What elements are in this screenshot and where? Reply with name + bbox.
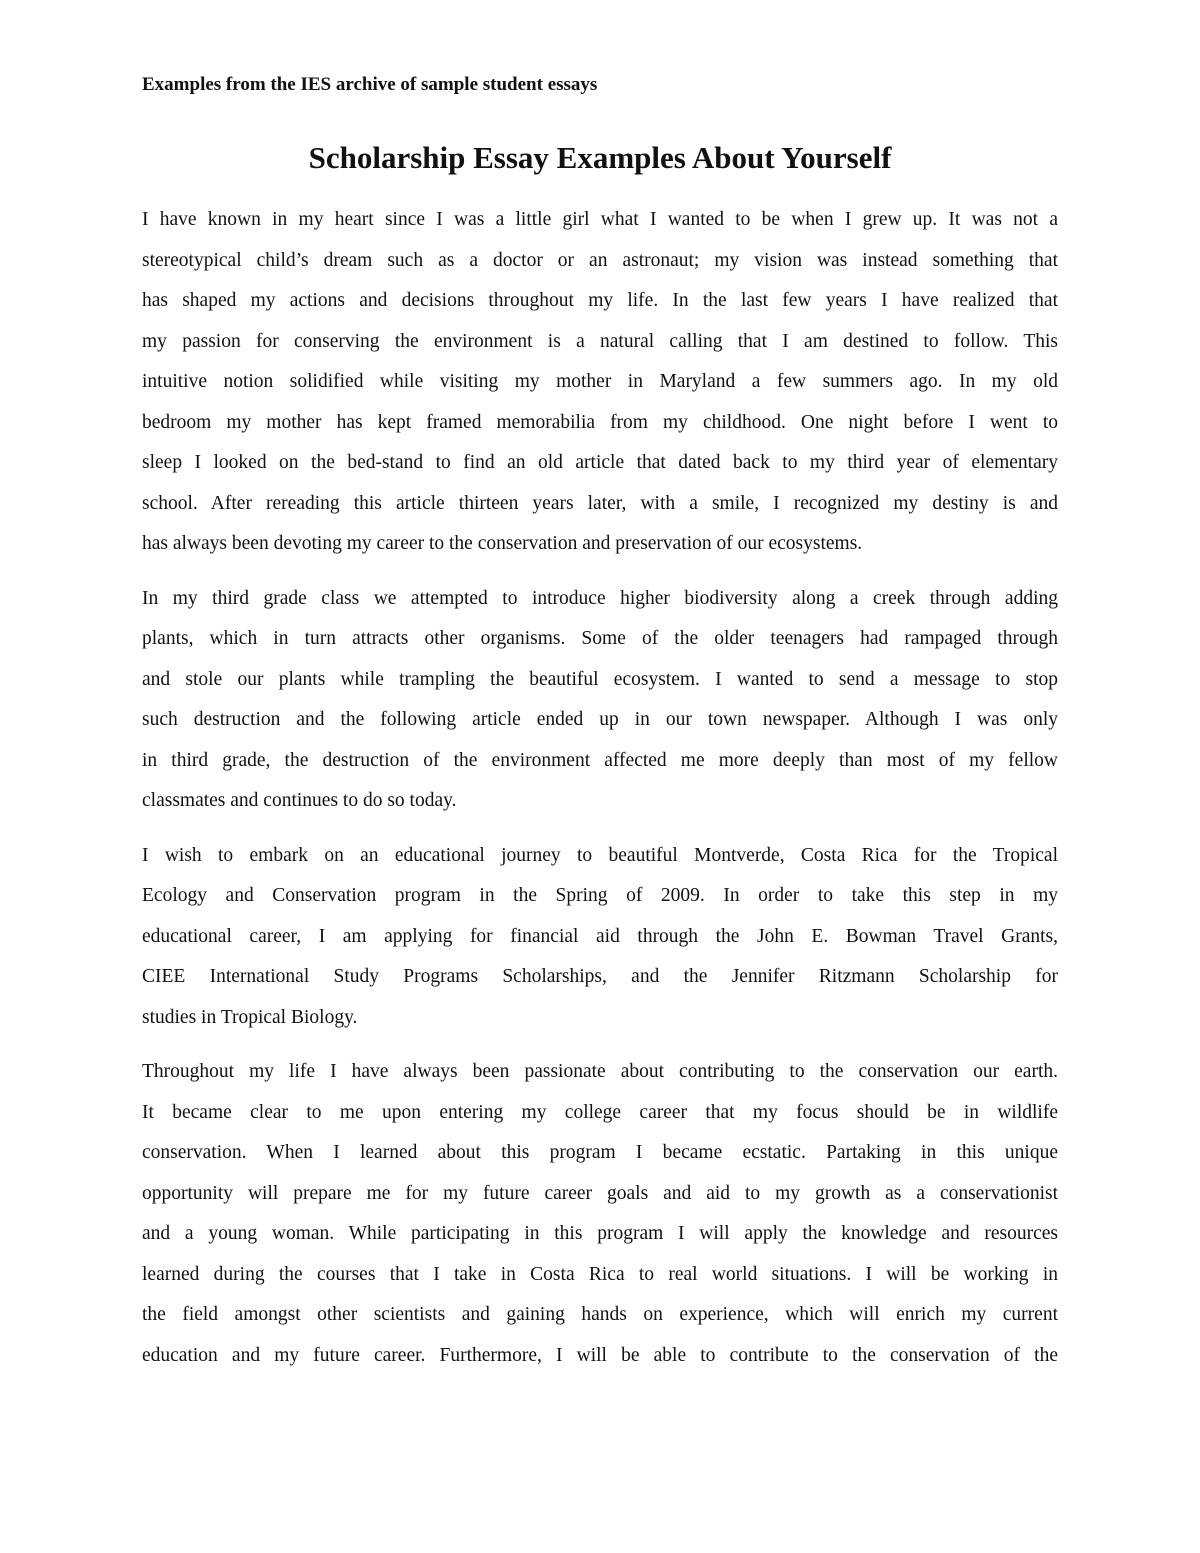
paragraph-line: and a young woman. While participating in this program I will apply the knowledge and resources bbox=[142, 1223, 1058, 1244]
paragraph-line: intuitive notion solidified while visiting my mother in Maryland a few summers ago. In my old bbox=[142, 371, 1058, 392]
paragraph-line: sleep I looked on the bed-stand to find an old article that dated back to my third year of elementary bbox=[142, 452, 1058, 473]
paragraph-line: has always been devoting my career to the conservation and preservation of our ecosystems. bbox=[142, 533, 863, 554]
paragraph-line: the field amongst other scientists and gaining hands on experience, which will enrich my current bbox=[142, 1304, 1058, 1325]
paragraph-line: classmates and continues to do so today. bbox=[142, 790, 457, 811]
essay-paragraph bbox=[142, 200, 1058, 565]
paragraph-line: in third grade, the destruction of the environment affected me more deeply than most of my fellow bbox=[142, 749, 1058, 771]
essay-paragraph bbox=[142, 579, 1058, 822]
paragraph-line: my passion for conserving the environment is a natural calling that I am destined to follow. This bbox=[142, 330, 1058, 352]
paragraph-line: school. After rereading this article thirteen years later, with a smile, I recognized my destiny is and bbox=[142, 492, 1058, 514]
essay-body bbox=[142, 200, 1058, 1376]
paragraph-line: education and my future career. Furthermore, I will be able to contribute to the conservation of the bbox=[142, 1344, 1058, 1366]
document-title: Scholarship Essay Examples About Yourself bbox=[308, 140, 892, 175]
paragraph-line: I wish to embark on an educational journey to beautiful Montverde, Costa Rica for the Tropical bbox=[142, 844, 1058, 866]
paragraph-line: In my third grade class we attempted to introduce higher biodiversity along a creek through adding bbox=[142, 587, 1058, 609]
paragraph-line: plants, which in turn attracts other organisms. Some of the older teenagers had rampaged through bbox=[142, 628, 1058, 649]
paragraph-line: I have known in my heart since I was a little girl what I wanted to be when I grew up. It was not a bbox=[142, 209, 1058, 230]
paragraph-line: CIEE International Study Programs Scholarships, and the Jennifer Ritzmann Scholarship for bbox=[142, 966, 1058, 987]
paragraph-line: Ecology and Conservation program in the Spring of 2009. In order to take this step in my bbox=[142, 885, 1058, 906]
paragraph-line: such destruction and the following article ended up in our town newspaper. Although I was only bbox=[142, 709, 1058, 730]
paragraph-line: has shaped my actions and decisions throughout my life. In the last few years I have realized that bbox=[142, 290, 1058, 311]
essay-paragraph bbox=[142, 1052, 1058, 1376]
paragraph-line: studies in Tropical Biology. bbox=[142, 1006, 358, 1028]
paragraph-line: conservation. When I learned about this program I became ecstatic. Partaking in this unique bbox=[142, 1142, 1058, 1163]
paragraph-line: Throughout my life I have always been passionate about contributing to the conservation our earth. bbox=[142, 1061, 1058, 1082]
paragraph-line: It became clear to me upon entering my college career that my focus should be in wildlife bbox=[142, 1101, 1058, 1123]
paragraph-line: bedroom my mother has kept framed memorabilia from my childhood. One night before I went to bbox=[142, 411, 1058, 433]
paragraph-line: learned during the courses that I take in Costa Rica to real world situations. I will be working in bbox=[142, 1263, 1058, 1285]
paragraph-line: opportunity will prepare me for my future career goals and aid to my growth as a conservationist bbox=[142, 1182, 1058, 1204]
essay-paragraph bbox=[142, 836, 1058, 1039]
document-header: Examples from the IES archive of sample student essays bbox=[142, 74, 598, 95]
paragraph-line: educational career, I am applying for financial aid through the John E. Bowman Travel Grants, bbox=[142, 925, 1058, 947]
document-page bbox=[142, 72, 1058, 1390]
paragraph-line: stereotypical child’s dream such as a doctor or an astronaut; my vision was instead something that bbox=[142, 249, 1058, 271]
paragraph-line: and stole our plants while trampling the beautiful ecosystem. I wanted to send a message to stop bbox=[142, 668, 1058, 690]
